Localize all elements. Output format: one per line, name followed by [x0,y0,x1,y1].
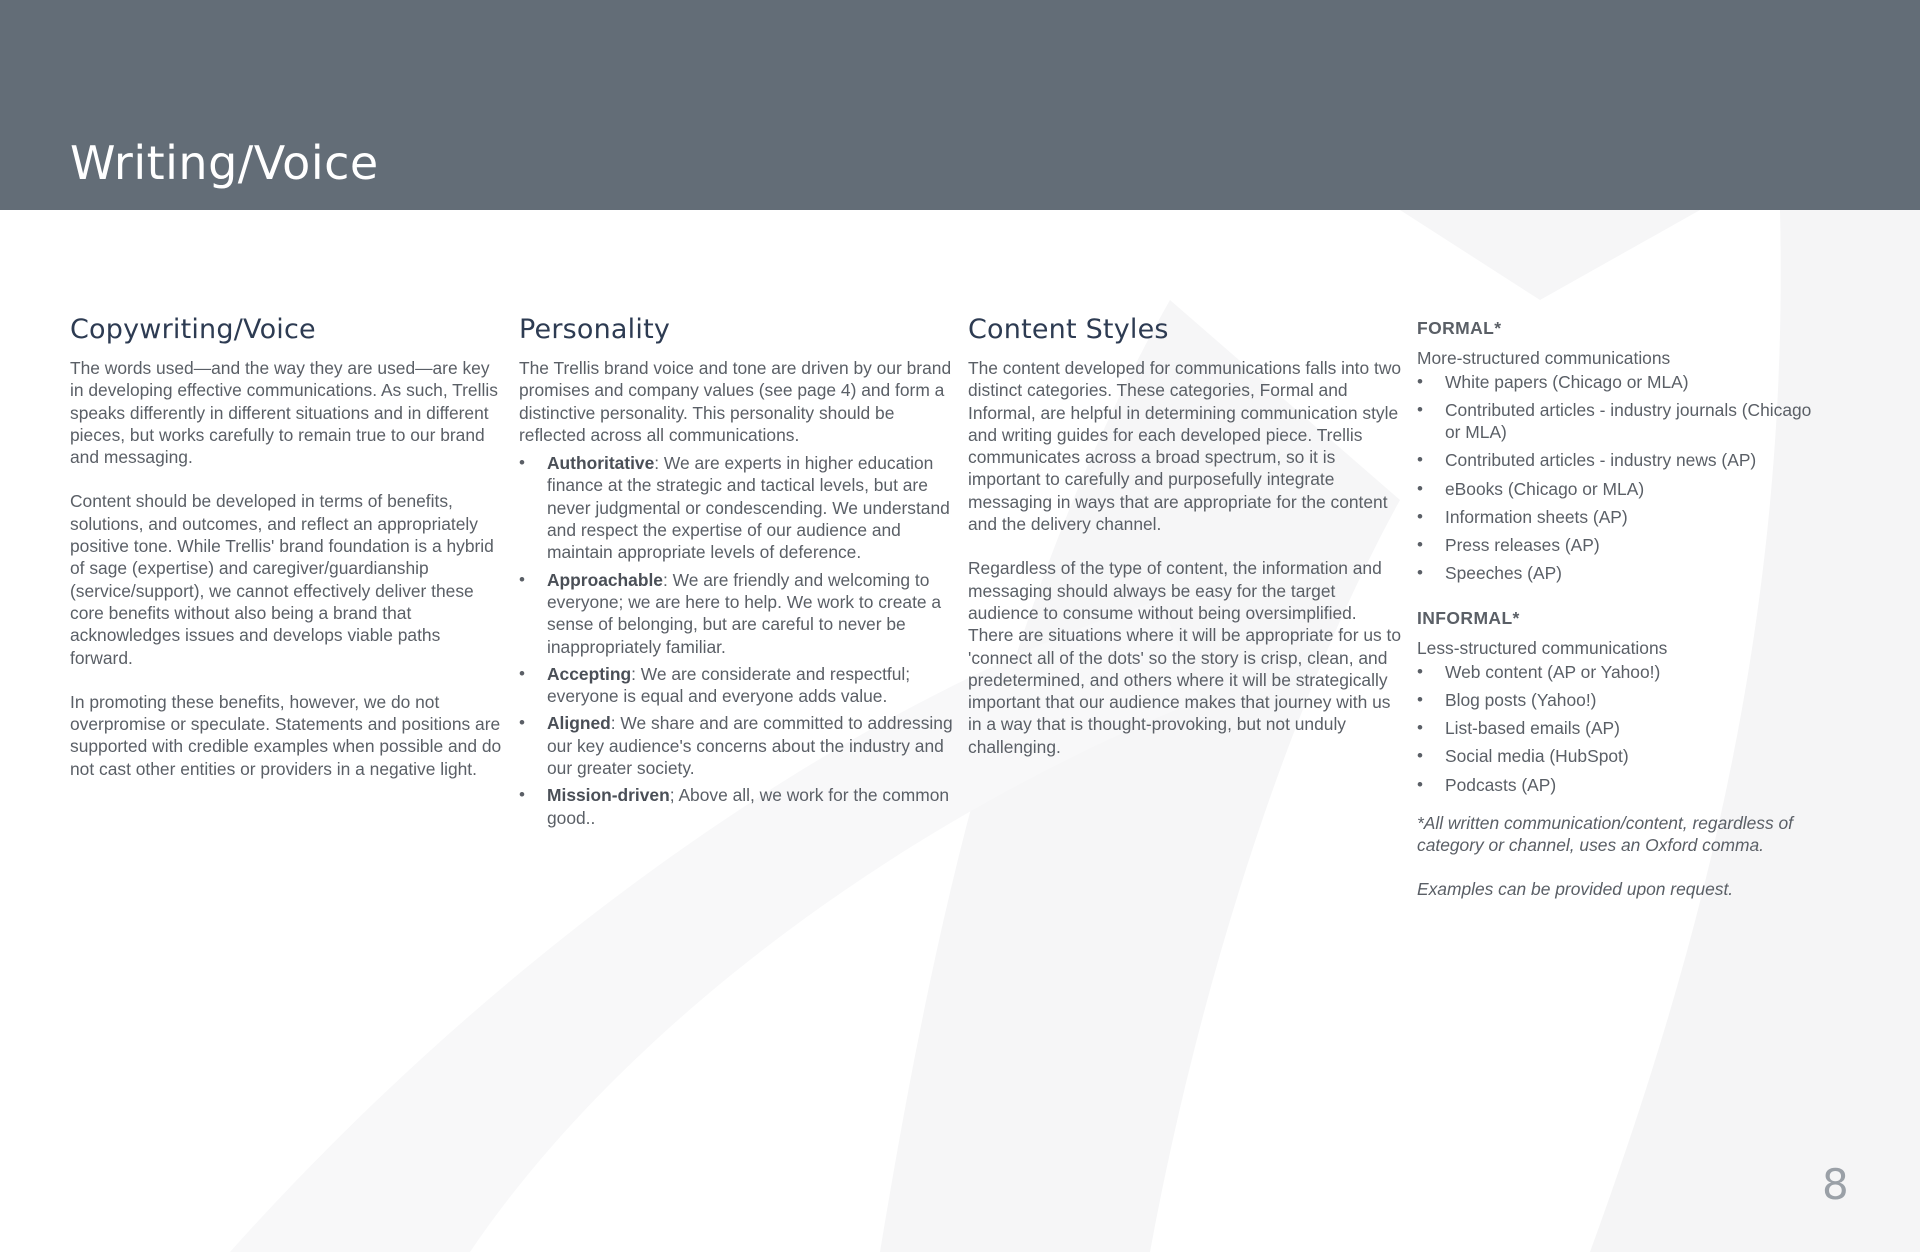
trait-term: Accepting [547,663,632,684]
trait-text: : We are experts in higher education finance at the strategic and tactical levels, but are never judgmental or condescending. We understand and respect the expertise of our audience and maintain appropriate levels of deference. [547,453,950,563]
page-number: 8 [1822,1160,1849,1209]
list-item: • Contributed articles - industry journals (Chicago or MLA) [1417,399,1817,444]
list-item: • Press releases (AP) [1417,534,1817,556]
formal-heading: FORMAL* [1417,318,1502,338]
informal-heading: INFORMAL* [1417,608,1520,629]
list-item [519,452,954,563]
examples-note: Examples can be provided upon request. [1417,879,1734,900]
copywriting-heading: Copywriting/Voice [70,314,316,345]
page-header [0,0,1920,210]
content-styles-paragraph: The content developed for communications falls into two distinct categories. These categories, Formal and Informal, are helpful in determining communication style and writing guides for each developed piece. Trellis communicates across a broad spectrum, so it is important to carefully and purposefully integrate messaging in ways that are appropriate for the content and the delivery channel. [968,358,1402,535]
content-styles-column [968,314,1403,780]
trait-term: Authoritative [547,453,655,474]
list-item: • Social media (HubSpot) [1417,745,1817,767]
list-item [519,569,954,658]
copywriting-paragraph: The words used—and the way they are used—are key in developing effective communications. As such, Trellis speaks differently in different situations and in different pieces, but works carefully to remain true to our brand and messaging. [70,358,498,468]
list-item: • Information sheets (AP) [1417,506,1817,528]
trait-text: : We are considerate and respectful; everyone is equal and everyone adds value. [547,663,911,707]
list-item: • Speeches (AP) [1417,562,1817,584]
trait-text: ; Above all, we work for the common good.. [547,785,950,828]
list-item: • Contributed articles - industry news (AP) [1417,449,1817,471]
personality-intro: The Trellis brand voice and tone are driven by our brand promises and company values (see page 4) and form a distinctive personality. This personality should be reflected across all communications. [519,358,952,445]
trait-term: Aligned [547,713,611,734]
personality-trait-list [519,452,954,829]
list-item [519,712,954,779]
informal-list [1417,661,1817,796]
page-title: Writing/Voice [70,136,379,190]
trait-term: Mission-driven [547,785,670,806]
copywriting-paragraph: Content should be developed in terms of benefits, solutions, and outcomes, and reflect an appropriately positive tone. While Trellis' brand foundation is a hybrid of sage (expertise) and caregiver/guardianship (service/support), we cannot effectively deliver these core benefits without also being a brand that acknowledges issues and develops viable paths forward. [70,491,494,668]
formal-subtitle: More-structured communications [1417,348,1671,368]
content-styles-heading: Content Styles [968,314,1169,345]
content-styles-paragraph: Regardless of the type of content, the information and messaging should always be easy for the target audience to consume without being oversimplified. There are situations where it will be appropriate for us to 'connect all of the dots' so the story is crisp, clean, and predetermined, and others where it will be strategically important that our audience makes that journey with us in a way that is thought-provoking, but not unduly challenging. [968,558,1402,757]
informal-subtitle: Less-structured communications [1417,638,1668,659]
list-item [519,663,954,708]
formal-list [1417,371,1817,584]
list-item: • White papers (Chicago or MLA) [1417,371,1817,393]
personality-heading: Personality [519,314,671,345]
oxford-comma-note: *All written communication/content, regardless of category or channel, uses an Oxford comma. [1417,812,1794,856]
content-categories-column [1417,318,1817,923]
list-item: • Podcasts (AP) [1417,774,1817,796]
copywriting-paragraph: In promoting these benefits, however, we do not overpromise or speculate. Statements and positions are supported with credible examples when possible and do not cast other entities or providers in a negative light. [70,691,502,779]
list-item: • Blog posts (Yahoo!) [1417,689,1817,711]
trait-text: : We share and are committed to addressing our key audience's concerns about the industry and our greater society. [547,713,953,779]
list-item: • Web content (AP or Yahoo!) [1417,661,1817,683]
trait-text: : We are friendly and welcoming to everyone; we are here to help. We work to create a sense of belonging, but are careful to never be inappropriately familiar. [547,569,942,657]
list-item [519,784,954,829]
personality-column [519,314,954,834]
copywriting-column [70,314,505,802]
list-item: • eBooks (Chicago or MLA) [1417,478,1817,500]
list-item: • List-based emails (AP) [1417,717,1817,739]
trait-term: Approachable [547,569,663,590]
